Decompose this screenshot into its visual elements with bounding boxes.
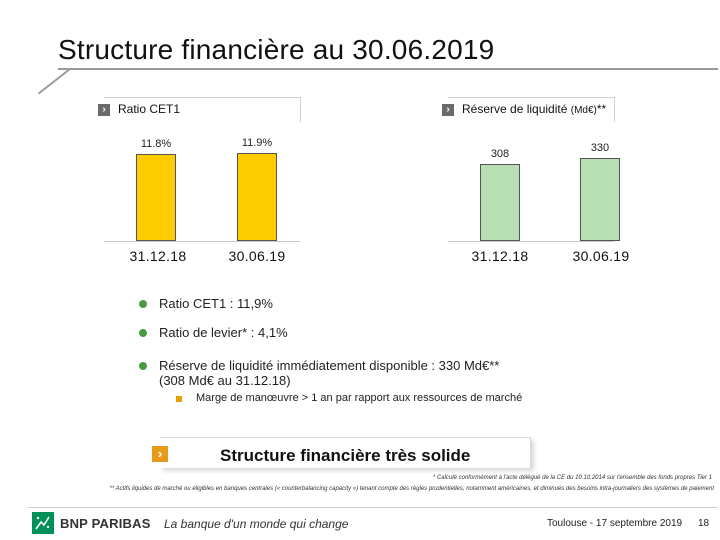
chevron-right-icon: › [98, 104, 110, 116]
liquidity-title-unit: (Md€) [570, 105, 597, 116]
footnote-2: ** Actifs liquides de marché ou éligibles en banques centrales (« counterbalancing capacity ») tenant compte des règles prudentielles, notamment américaines, et diminués des besoins intra-journaliers des systèmes de paiement [109, 486, 714, 492]
cet1-value-label: 11.9% [241, 137, 273, 149]
bullet-liquidity: Réserve de liquidité immédiatement disponible : 330 Md€** [159, 358, 500, 373]
bullet-dot [139, 300, 147, 308]
bullet-dot [139, 329, 147, 337]
chevron-right-icon: › [442, 104, 454, 116]
sub-bullet-square [176, 396, 182, 402]
bullet-leverage: Ratio de levier* : 4,1% [159, 325, 288, 340]
bullet-cet1: Ratio CET1 : 11,9% [159, 296, 273, 311]
cet1-value-label: 11.8% [140, 138, 172, 150]
sub-bullet-margin: Marge de manœuvre > 1 an par rapport aux ressources de marché [196, 392, 523, 404]
brand-name: BNP PARIBAS [60, 516, 151, 531]
bnp-logo-icon [32, 512, 54, 534]
cet1-bar-30-06-19 [237, 153, 277, 241]
liquidity-category-label: 30.06.19 [572, 248, 630, 264]
chevron-right-icon: › [152, 446, 168, 462]
bullet-liquidity-detail: (308 Md€ au 31.12.18) [159, 373, 291, 388]
cet1-bar-31-12-18 [136, 154, 176, 241]
liquidity-bar-31-12-18 [480, 164, 520, 241]
liquidity-value-label: 330 [590, 142, 610, 154]
cet1-category-label: 30.06.19 [228, 248, 286, 264]
footer-location-date: Toulouse - 17 septembre 2019 [547, 518, 683, 529]
title-accent-line [38, 68, 71, 94]
cet1-chart-title: Ratio CET1 [118, 102, 181, 116]
bullet-dot [139, 362, 147, 370]
liquidity-bar-30-06-19 [580, 158, 620, 241]
footnote-1: * Calculé conformément à l'acte délégué de la CE du 10.10.2014 sur l'ensemble des fonds propres Tier 1 [432, 475, 712, 481]
cet1-baseline [104, 241, 300, 242]
page-number: 18 [698, 518, 710, 529]
page-title: Structure financière au 30.06.2019 [58, 34, 495, 65]
conclusion-text: Structure financière très solide [220, 446, 471, 465]
liquidity-title-suffix: ** [596, 102, 607, 116]
liquidity-value-label: 308 [490, 148, 510, 160]
liquidity-category-label: 31.12.18 [471, 248, 529, 264]
title-underline [58, 68, 718, 70]
brand-tagline: La banque d'un monde qui change [164, 517, 349, 531]
liquidity-chart-title [462, 102, 606, 116]
liquidity-baseline [448, 241, 614, 242]
footer-divider [28, 507, 718, 508]
cet1-category-label: 31.12.18 [129, 248, 187, 264]
liquidity-title-text: Réserve de liquidité [462, 102, 568, 116]
